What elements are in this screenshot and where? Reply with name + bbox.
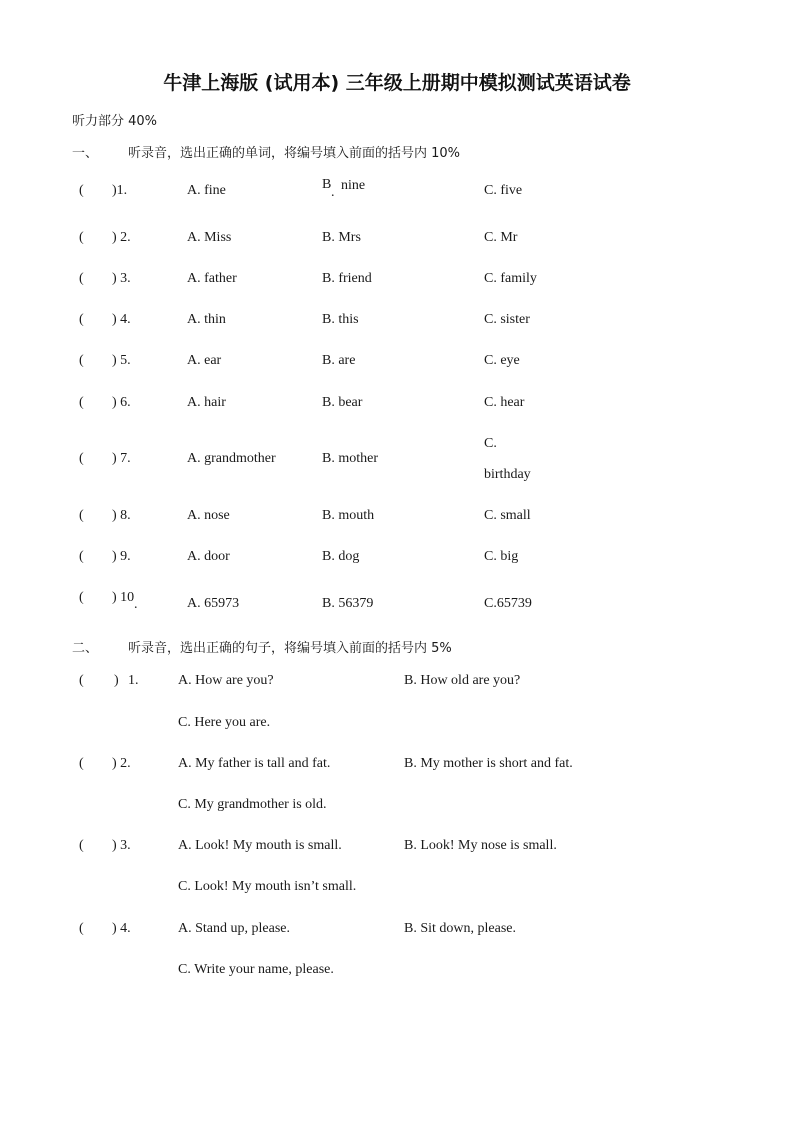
option-c: C. family (484, 271, 537, 286)
answer-bracket-open[interactable]: ( (79, 395, 84, 410)
question-number: ) 3. (112, 838, 131, 853)
option-a: A. My father is tall and fat. (178, 756, 331, 771)
option-c: C.65739 (484, 596, 532, 611)
option-a: A. Stand up, please. (178, 921, 290, 936)
option-a: A. ear (187, 353, 222, 368)
option-c: C. Write your name, please. (178, 962, 334, 977)
answer-bracket-open[interactable]: ( (79, 590, 84, 605)
answer-bracket-open[interactable]: ( (79, 838, 84, 853)
option-b: B. Mrs (322, 230, 361, 245)
option-b: B. 56379 (322, 596, 374, 611)
question-number: ) 5. (112, 353, 131, 368)
answer-bracket-open[interactable]: ( (79, 312, 84, 327)
question-number: ) 10 (112, 590, 135, 605)
section-1-number: 一、 (72, 146, 99, 161)
section-2-number: 二、 (72, 641, 99, 656)
answer-bracket-close: ) (114, 673, 119, 688)
option-c: C. small (484, 508, 531, 523)
question-number: ) 4. (112, 312, 131, 327)
option-c: C. eye (484, 353, 520, 368)
option-c: C. big (484, 549, 519, 564)
option-c: C. Here you are. (178, 715, 271, 730)
option-a: A. hair (187, 395, 226, 410)
answer-bracket-open[interactable]: ( (79, 451, 84, 466)
option-c: C. five (484, 183, 523, 198)
option-a: A. grandmother (187, 451, 276, 466)
answer-bracket-open[interactable]: ( (79, 508, 84, 523)
question-number: ) 9. (112, 549, 131, 564)
question-number: ) 6. (112, 395, 131, 410)
answer-bracket-open[interactable]: ( (79, 756, 84, 771)
option-b: B. mother (322, 451, 378, 466)
question-number: ) 7. (112, 451, 131, 466)
option-b: B. dog (322, 549, 360, 564)
option-a: A. nose (187, 508, 230, 523)
listening-part-heading: 听力部分 40% (72, 114, 158, 129)
option-a: A. father (187, 271, 237, 286)
option-b: B. this (322, 312, 359, 327)
option-c: C. Look! My mouth isn’t small. (178, 879, 357, 894)
question-number: ) 2. (112, 756, 131, 771)
option-c-letter: C. (484, 436, 497, 451)
option-b-letter: B (322, 177, 332, 192)
option-b: B. Look! My nose is small. (404, 838, 557, 853)
option-c: C. My grandmother is old. (178, 797, 327, 812)
question-number: ) 3. (112, 271, 131, 286)
option-c-word: birthday (484, 467, 531, 482)
question-number-dot: . (134, 597, 138, 612)
option-b-word: nine (341, 178, 366, 193)
option-c: C. Mr (484, 230, 518, 245)
option-c: C. sister (484, 312, 530, 327)
option-a: A. 65973 (187, 596, 240, 611)
option-b: B. My mother is short and fat. (404, 756, 573, 771)
page-title: 牛津上海版 (试用本) 三年级上册期中模拟测试英语试卷 (163, 72, 631, 94)
option-b-dot: . (331, 185, 335, 200)
question-number: )1. (112, 183, 128, 198)
question-number: ) 8. (112, 508, 131, 523)
option-c: C. hear (484, 395, 525, 410)
option-b: B. friend (322, 271, 372, 286)
answer-bracket-open[interactable]: ( (79, 271, 84, 286)
option-b: B. bear (322, 395, 363, 410)
option-a: A. Miss (187, 230, 232, 245)
option-a: A. Look! My mouth is small. (178, 838, 342, 853)
answer-bracket-open[interactable]: ( (79, 921, 84, 936)
section-2-instruction: 听录音，选出正确的句子，将编号填入前面的括号内 5% (128, 641, 452, 656)
answer-bracket-open[interactable]: ( (79, 673, 84, 688)
question-number: 1. (128, 673, 139, 688)
answer-bracket-open[interactable]: ( (79, 230, 84, 245)
answer-bracket-open[interactable]: ( (79, 353, 84, 368)
option-b: B. mouth (322, 508, 375, 523)
answer-bracket-open[interactable]: ( (79, 183, 84, 198)
answer-bracket-open[interactable]: ( (79, 549, 84, 564)
section-1-instruction: 听录音，选出正确的单词，将编号填入前面的括号内 10% (128, 146, 461, 161)
option-a: A. door (187, 549, 230, 564)
option-a: A. How are you? (178, 673, 274, 688)
option-a: A. fine (187, 183, 226, 198)
option-b: B. How old are you? (404, 673, 521, 688)
question-number: ) 4. (112, 921, 131, 936)
option-a: A. thin (187, 312, 226, 327)
question-number: ) 2. (112, 230, 131, 245)
option-b: B. Sit down, please. (404, 921, 516, 936)
option-b: B. are (322, 353, 356, 368)
